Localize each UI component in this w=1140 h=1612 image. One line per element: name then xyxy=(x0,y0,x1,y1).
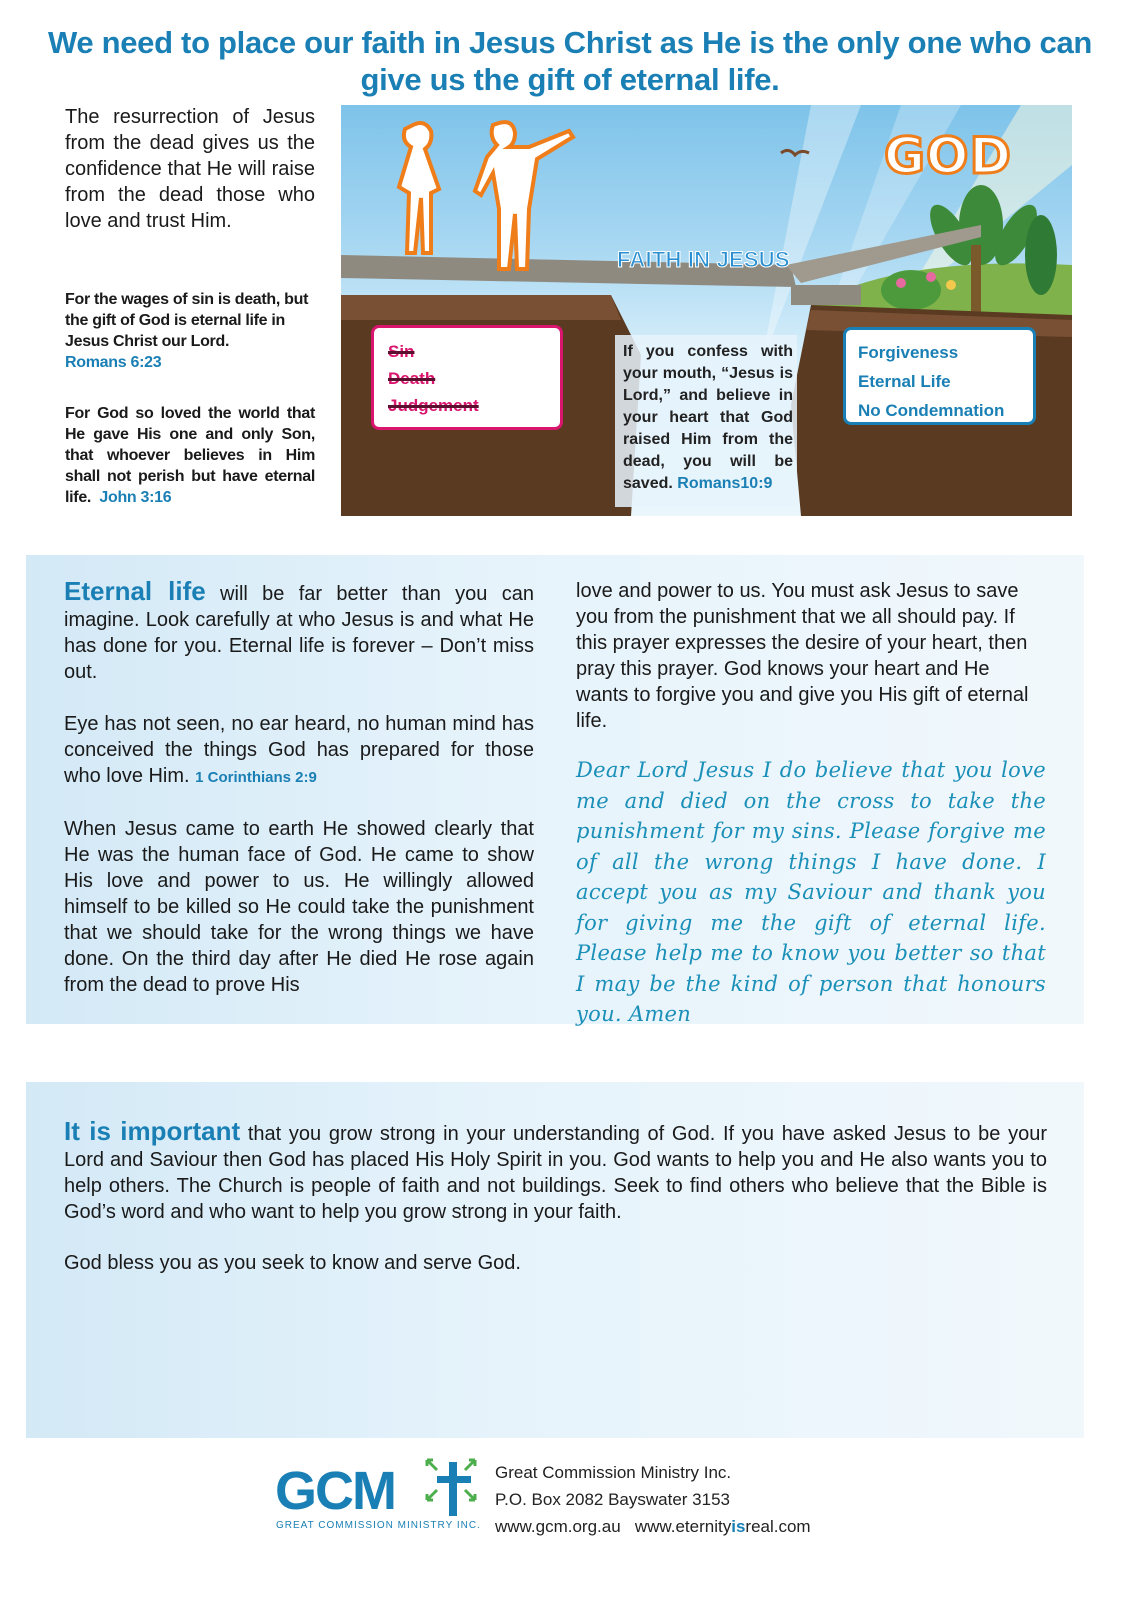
website-eternity-link[interactable] xyxy=(635,1517,811,1536)
faith-in-jesus-label: FAITH IN JESUS xyxy=(617,247,790,272)
judgement-item: Judgement xyxy=(388,396,479,415)
gift-box xyxy=(843,327,1036,425)
verse-john-3-16 xyxy=(65,403,315,508)
verse-reference: Romans 6:23 xyxy=(65,354,162,371)
verse-text: For God so loved the world that He gave His one and only Son, that whoever believes in Him shall not perish but have eternal life. xyxy=(65,405,315,506)
eye-has-not-seen-paragraph xyxy=(64,711,534,791)
eye-text: Eye has not seen, no ear heard, no human mind has conceived the things God has prepared for those who love Him. xyxy=(64,713,534,787)
god-bless-paragraph: God bless you as you seek to know and serve God. xyxy=(64,1252,521,1274)
confess-text: If you confess with your mouth, “Jesus is Lord,” and believe in your heart that God raised Him from the dead, you will be saved. xyxy=(623,343,793,492)
intro-paragraph: The resurrection of Jesus from the dead gives us the confidence that He will raise from the dead those who love and trust Him. xyxy=(65,106,315,232)
when-jesus-came-paragraph: When Jesus came to earth He showed clearly that He was the human face of God. He came to show His love and power to us. He willingly allowed himself to be killed so He could take the punishment that we should take for the wrong things we have done. On the third day after He died He rose again from the dead to prove His xyxy=(64,818,534,996)
corinthians-reference: 1 Corinthians 2:9 xyxy=(195,769,317,786)
love-and-power-paragraph: love and power to us. You must ask Jesus to save you from the punishment that we all should pay. If this prayer expresses the desire of your heart, then pray this prayer. God knows your heart and He wants to forgive you and give you His gift of eternal life. xyxy=(576,580,1029,732)
po-box: P.O. Box 2082 Bayswater 3153 xyxy=(495,1490,731,1509)
verse-reference: John 3:16 xyxy=(99,489,172,506)
prayer-text: Dear Lord Jesus I do believe that you love me and died on the cross to take the punishment for my sins. Please forgive me of all the wrong things I have done. I accept you as my Saviour and thank you for giving me the gift of eternal life. Please help me to know you better so that I may be the kind of person that honours you. Amen xyxy=(576,758,1046,1026)
sin-item: Sin xyxy=(388,342,415,361)
site-prefix: www.eternity xyxy=(634,1517,732,1536)
it-is-important-paragraph xyxy=(64,1118,1047,1225)
footer-address xyxy=(495,1459,811,1540)
eternal-life-text: will be far better than you can imagine. Look carefully at who Jesus is and what He has done for you. Eternal life is forever – Don’t miss out. xyxy=(64,583,534,683)
verse-romans-6-23 xyxy=(65,289,315,373)
eternal-life-lead: Eternal life xyxy=(64,576,206,606)
website-gcm-link[interactable]: www.gcm.org.au xyxy=(495,1517,621,1536)
death-item: Death xyxy=(388,369,436,388)
eternal-life-item: Eternal Life xyxy=(858,372,951,391)
bridge-illustration xyxy=(341,105,1072,516)
site-is: is xyxy=(731,1517,746,1536)
eternal-life-paragraph xyxy=(64,578,534,685)
confess-reference: Romans10:9 xyxy=(677,475,773,492)
confess-callout xyxy=(615,335,797,507)
site-suffix: real.com xyxy=(745,1517,811,1536)
cross-arrows-icon xyxy=(423,1456,479,1520)
verse-text: For the wages of sin is death, but the gift of God is eternal life in Jesus Christ our Lord. xyxy=(65,291,309,350)
no-condemnation-item: No Condemnation xyxy=(858,401,1005,420)
logo-wordmark: GCM xyxy=(275,1461,395,1521)
logo-subtitle: GREAT COMMISSION MINISTRY INC. xyxy=(276,1520,481,1531)
gcm-logo xyxy=(275,1456,485,1536)
org-name: Great Commission Ministry Inc. xyxy=(495,1463,732,1482)
websites xyxy=(495,1513,811,1540)
forgiveness-item: Forgiveness xyxy=(858,343,959,362)
page-headline: We need to place our faith in Jesus Christ as He is the only one who can give us the gift of eternal life. xyxy=(47,25,1093,97)
god-label: GOD xyxy=(884,127,1013,185)
sin-death-judgement-box xyxy=(371,325,563,430)
it-is-important-lead: It is important xyxy=(64,1116,241,1146)
it-is-important-text: that you grow strong in your understanding of God. If you have asked Jesus to be your Lord and Saviour then God has placed His Holy Spirit in you. God wants to help you and He also wants you to help others. The Church is people of faith and not buildings. Seek to find others who believe that the Bible is God’s word and who want to help you grow strong in your faith. xyxy=(64,1123,1047,1223)
